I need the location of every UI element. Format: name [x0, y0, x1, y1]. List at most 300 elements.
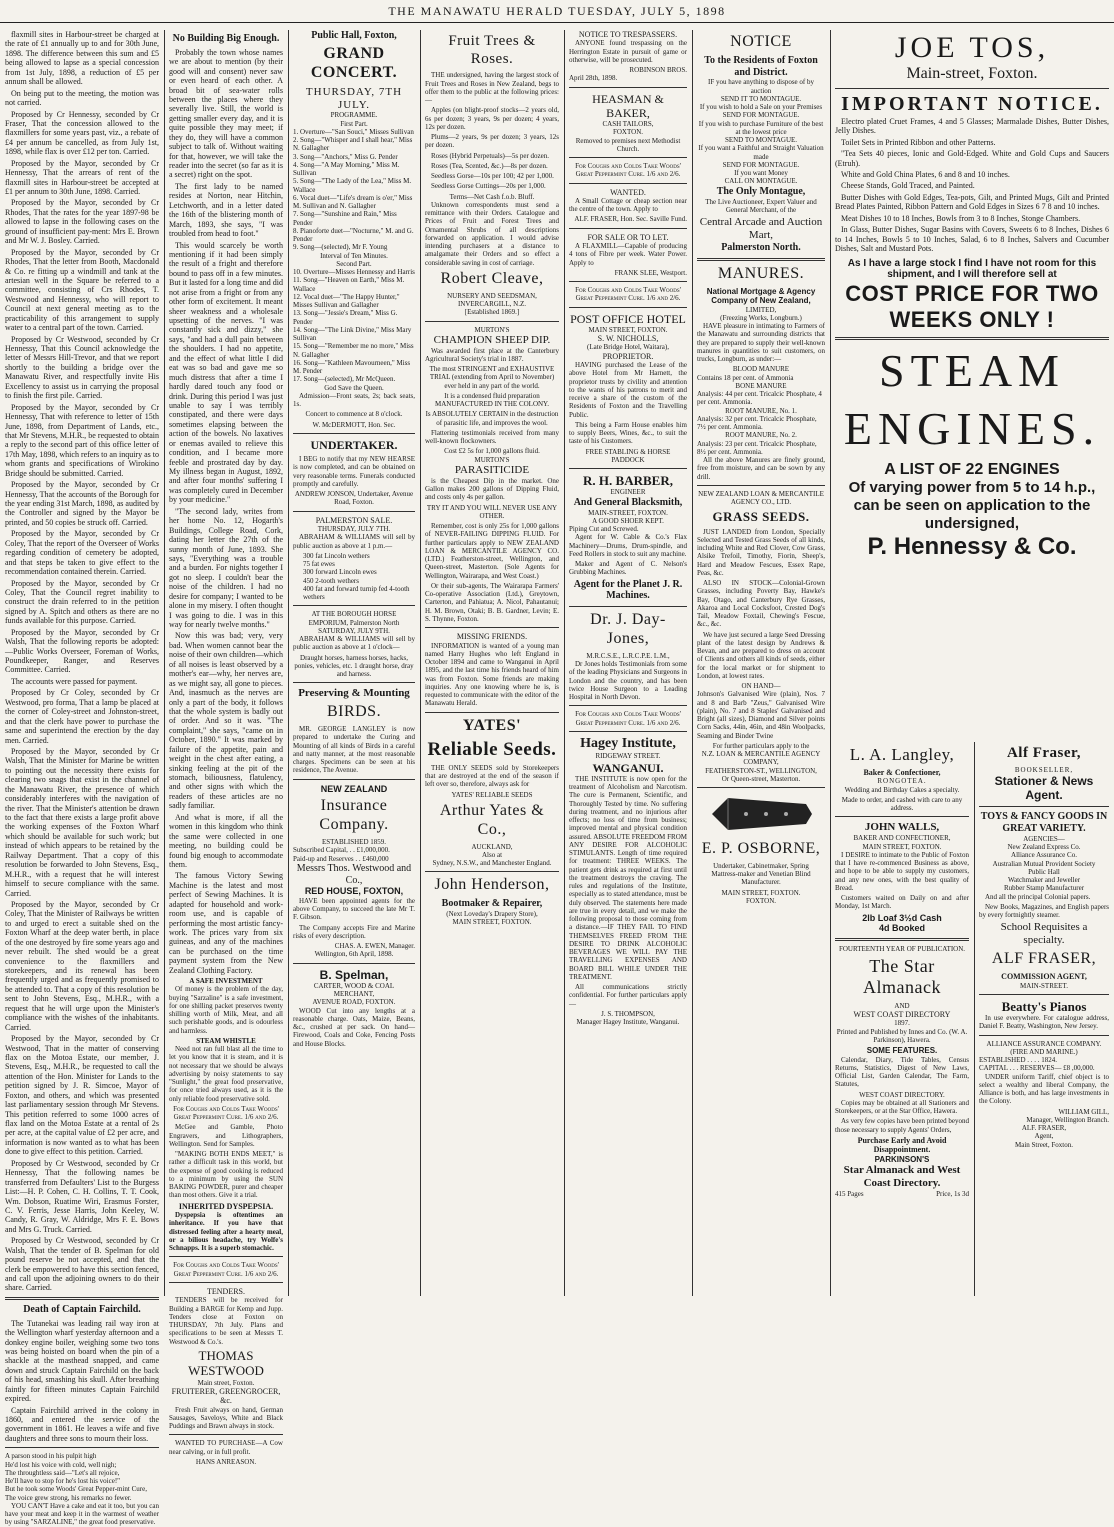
divider: [697, 258, 825, 261]
heasman-town: FOXTON.: [612, 128, 643, 137]
nz-loan-heading: NEW ZEALAND LOAN & MERCANTILE AGENCY CO., LTD.: [698, 489, 824, 506]
sheep-dip-trial: The most STRINGENT and EXHAUSTIVE TRIAL (extending from April to November) ever held in any part of the world.: [429, 365, 555, 390]
parson-verse: [5, 1452, 159, 1502]
divider: [169, 1434, 283, 1435]
osborne-address: MAIN STREET, FOXTON.: [721, 888, 801, 897]
grand-concert-title: GRAND CONCERT.: [310, 44, 398, 81]
shoer-line: A GOOD SHOER KEPT.: [592, 516, 664, 525]
ewen-signature: CHAS. A. EWEN, Manager.: [334, 942, 415, 951]
root-manure-2: ROOT MANURE, No. 2.: [725, 431, 797, 440]
copies-note: Copies may be obtained at all Stationers and Storekeepers, or at the Star Office, Hawera.: [835, 1098, 969, 1116]
price-item: Plums—2 years, 9s per dozen; 3 years, 12s per dozen.: [425, 133, 559, 150]
montague-item: If you wish to purchase Furniture of the best at the lowest price: [698, 119, 824, 136]
death-article: [5, 1319, 159, 1444]
capital-line-1: Subscribed Capital, . . £1,000,000.: [293, 846, 390, 855]
stock-item: 450 2-tooth wethers: [303, 576, 359, 585]
divider: [293, 682, 415, 683]
programme-item: 1. Overture—"San Souci," Misses Sullivan: [293, 127, 414, 136]
queen-street-address: Or Queen-street, Masterton.: [721, 774, 801, 783]
paragraph: The Tutanekai was leading rail way iron at the Wellington wharf yesterday afternoon and a donkey engine boiler, weighing some two tons was being hoisted on board when the pin of a shackle at the masthead snapped, and came down and struck Captain Fairchild on the back of his head, smashing his skull. After breathing faintly for fifteen minutes Captain Fairchild expired.: [5, 1318, 159, 1404]
interval-label: Interval of Ten Minutes.: [320, 251, 388, 260]
borough-emporium: AT THE BOROUGH HORSE EMPORIUM, Palmerston North: [308, 610, 400, 627]
column-montague: [694, 30, 828, 1296]
spelman-heading: B. Spelman,: [319, 967, 389, 982]
agent-risks: The Company accepts Fire and Marine risks of every description.: [293, 923, 415, 940]
also-at: Also at: [481, 850, 503, 859]
programme-item: 12. Vocal duet—"The Happy Hunter," Misses Sullivan and Gallagher: [293, 292, 400, 310]
stock-item: 400 fat and forward turnip fed 4-tooth wethers: [303, 584, 410, 602]
spelman-body: WOOD Cut into any lengths at a reasonable charge. Oats, Maize, Beans, &c., crushed at per sack. On hand—Firewood, Coals and Coke, Fencing Posts and House Blocks.: [293, 1006, 415, 1048]
concert-date: THURSDAY, 7TH JULY.: [305, 85, 403, 111]
fruiterer-title: FRUITERER, GREENGROCER, &c.: [171, 1386, 281, 1406]
fruit-trees-heading: Fruit Trees & Roses.: [448, 33, 536, 67]
divider: [293, 779, 415, 780]
agency-item: Australian Mutual Provident Society: [992, 859, 1096, 868]
agency-item: Alliance Assurance Co.: [1011, 851, 1077, 860]
paragraph: Proposed by Cr Coley, seconded by Cr Westwood, pro forma, That a lamp be placed at the corner of Coley-street and Johnston-street, and that the clerk have power to purchase the same and superintend the erection by the day men. Carried.: [5, 688, 159, 745]
tenders-heading: TENDERS.: [207, 1286, 245, 1296]
wedding-cakes: Wedding and Birthday Cakes a specialty.: [844, 785, 960, 794]
safe-body: Of money is the problem of the day, buying "Sarzaline" is a safe investment, for one shilling packet preserves twenty shilling worth of Milk, Meat, and all such perishable goods, and is odourless and harmless.: [169, 985, 283, 1035]
crockery-item: Toilet Sets in Printed Ribbon and other Patterns.: [841, 137, 996, 147]
gill-title: Manager, Wellington Branch.: [1026, 1115, 1109, 1124]
new-books: New Books, Magazines, and English papers by every fortnightly steamer.: [979, 902, 1109, 920]
piping-line: Piping Cut and Screwed.: [569, 525, 639, 534]
divider: [5, 1447, 159, 1448]
coffin-illustration: [706, 792, 816, 836]
montague-item: SEND TO MONTAGUE.: [724, 136, 798, 145]
column-rule: [564, 30, 565, 1296]
programme-item: 7. Song—"Sunshine and Rain," Miss Pender: [293, 210, 397, 227]
insurance-heading: Insurance Company.: [319, 797, 389, 834]
features-list: Calendar, Diary, Tide Tables, Census Returns, Statistics, Digest of New Laws, Official List, Garden Calendar, The Farm, Statutes,: [835, 1055, 969, 1089]
blood-analysis: Contains 18 per cent. of Ammonia: [697, 373, 794, 382]
notice-heading: NOTICE: [730, 33, 792, 50]
engines-list-title: A LIST OF 22 ENGINES: [884, 460, 1060, 478]
commission-agent: COMMISSION AGENT,: [1001, 972, 1087, 982]
manures-body: HAVE pleasure in intimating to Farmers of the Manawatu and surrounding districts that they are prepared to supply their well-known manures in quantities to suit customers, on trucks, Longburn, as under:—: [697, 322, 825, 363]
fruit-price-list: [425, 106, 559, 190]
alf-agent-label: Agent,: [1034, 1132, 1054, 1141]
capital-line-2: Paid-up and Reserves . . £460,000: [293, 854, 389, 863]
rongotea-line: RONGOTEA.: [877, 777, 927, 786]
fruiterer-body: Fresh Fruit always on hand, German Sausages, Saveloys, White and Black Puddings and Brawn always in stock.: [169, 1405, 283, 1431]
paragraph: Proposed by the Mayor, seconded by Cr Westwood, That in the matter of conserving flax on the Motoa Estate, our member, J. Stevens, Esq., M.H.R., be requested to call the attention of the Hon. Minister for Lands to the petition signed by J. R. Simcoe, Mayor of Foxton, and others, and which was presented last parliamentary session through Mr Stevens. This petition referred to some 1000 acres of flax land on the Motoa Estate at a rental of 2s per acre, at the capital value of £2 per acre, and information is now wanted as to what has been done to give effect to this petition. Carried.: [5, 1034, 159, 1157]
borough-list: Draught horses, harness horses, hacks, ponies, vehicles, etc. 1 draught horse, dray and harness.: [294, 653, 414, 679]
west-coast-directory: WEST COAST DIRECTORY: [853, 1009, 951, 1019]
hagey-name: Hagey Institute,: [580, 735, 676, 751]
paragraph: Proposed by the Mayor, seconded by Cr Hennessy, That the accounts of the Borough for the year ending 31st March, 1898, as audited by the Controller and signed by the Mayor be printed, and 50 copies be struck off. Carried.: [5, 480, 159, 527]
admission-line: Admission—Front seats, 2s; back seats, 1s.: [293, 391, 415, 409]
parasiticide-remember: Remember, cost is only 25s for 1,000 gallons of NEVER-FAILING DIPPING FLUID. For further particulars apply to NEW ZEALAND LOAN & MERCANTILE AGENCY CO. (LTD.) Featherston-street, Wellington, and Queen-street, Masterton. (Sole Agents for Wellington, Wairarapa, and West Coast.): [425, 522, 559, 580]
reliable-seeds-heading: Reliable Seeds.: [427, 738, 557, 760]
divider: [425, 871, 559, 872]
beatty-body: In use everywhere. For catalogue address, Daniel F. Beatty, Washington, New Jersey.: [979, 1014, 1109, 1031]
engines-varying: Of varying power from 5 to 14 h.p., can be seen on application to the undersigned,: [848, 479, 1096, 533]
on-hand-list: Johnson's Galvanised Wire (plain), Nos. 7 and 8 and Barb "Zeus," Galvanised Wire (plain), No. 7 and 8 Staples' Galvanised and Bright (all sizes), Diamond and Silver points Corn Sacks, 44in, 46in, and 48in Woolpacks, Seaming and Binder Twine: [697, 690, 825, 740]
national-mortgage: National Mortgage & Agency Company of New Zealand,: [706, 286, 816, 306]
hotel-address: MAIN STREET, FOXTON.: [588, 325, 668, 334]
programme-item: 11. Song—"Heaven on Earth," Miss M. Wallace: [293, 276, 405, 293]
paragraph: The first lady to be named resides at Norton, near Hitchin, Letchworth, and in a letter dated the 16th of the blistering month of March, 1893, she says, "I was troubled from head to foot.": [169, 181, 283, 239]
article-headline: No Building Big Enough.: [172, 33, 280, 44]
crockery-item: Electro plated Cruet Frames, 4 and 5 Glasses; Marmalade Dishes, Butter Dishes, Jelly Dishes.: [835, 116, 1109, 136]
langley-name: L. A. Langley,: [849, 745, 955, 764]
hotel-stabling: FREE STABLING & HORSE PADDOCK: [585, 447, 671, 464]
divider: [697, 485, 825, 486]
agencies-list: [979, 843, 1109, 893]
crockery-item: Butter Dishes with Gold Edges, Tea-pots, Gilt, and Printed Mugs, Gilt and Printed Bread Plates Painted, Ribbon Pattern and Gold Edges in Sizes 6 7 8 and 10 inches.: [835, 192, 1109, 212]
steam-heading: STEAM WHISTLE: [196, 1036, 256, 1045]
montague-item: If you want a Faithful and Straight Valuation made: [698, 144, 824, 161]
palmerston-north: Palmerston North.: [721, 241, 801, 253]
langley-trade: Baker & Confectioner,: [863, 768, 941, 778]
heasman-name: HEASMAN & BAKER,: [592, 91, 664, 120]
borough-body: ABRAHAM & WILLIAMS will sell by public auction as above at 1 o'clock—: [293, 635, 415, 652]
column-rule: [974, 742, 975, 1296]
programme-item: 8. Pianoforte duet—"Nocturne," M. and G. Pender: [293, 226, 414, 244]
sheep-dip-certain: Is ABSOLUTELY CERTAIN in the destruction of parasitic life, and improves the wool.: [425, 410, 559, 427]
divider: [425, 712, 559, 713]
undertaker-signature: ANDREW JONSON, Undertaker, Avenue Road, Foxton.: [294, 490, 414, 507]
alliance-heading: ALLIANCE ASSURANCE COMPANY.: [986, 1039, 1102, 1048]
montague-list: [697, 78, 825, 185]
almanack-year: 1897.: [894, 1019, 910, 1028]
paragraph: The accounts were passed for payment.: [11, 676, 138, 686]
fire-marine: (FIRE AND MARINE.): [1010, 1047, 1078, 1056]
undertaker-body: I BEG to notify that my NEW HEARSE is now completed, and can be obtained on very reasonable terms. Funerals conducted promptly and carefully.: [293, 455, 415, 488]
price-item: Seedless Gorse Cuttings—20s per 1,000.: [431, 182, 546, 191]
residents-heading: To the Residents of Foxton and District.: [704, 54, 818, 78]
large-stock-note: As I have a large stock I find I have not room for this shipment, and I will therefore sell at: [847, 257, 1097, 281]
alf-agent-address: Main Street, Foxton.: [1015, 1140, 1073, 1149]
gill-name: WILLIAM GILL,: [1058, 1107, 1109, 1116]
henderson-name: John Henderson,: [434, 876, 550, 894]
almanack-footer: [835, 1190, 969, 1198]
purchase-early: Purchase Early and Avoid Disappointment.: [857, 1135, 947, 1155]
divider: [979, 1035, 1109, 1036]
some-features: SOME FEATURES.: [866, 1046, 938, 1056]
crockery-item: White and Gold China Plates, 6 and 8 and 10 inches.: [841, 170, 1010, 180]
divider: [169, 1256, 283, 1257]
column-no-building: [166, 30, 286, 1466]
price-item: Roses (Hybrid Perpetuals)—5s per dozen.: [431, 151, 550, 160]
divider: [569, 157, 687, 158]
missing-body: INFORMATION is wanted of a young man named Harry Hughes who left England in October 1894 and came to Wanganui in April 1895, and the last time his friends heard of him was from Foxton. Some friends are making inquiries. Any one knowing where he is, is requested to communicate with the editor of the Manawatu Herald.: [425, 641, 559, 708]
programme-item: 6. Vocal duet—"Life's dream is o'er," Miss M. Sullivan and N. Gallagher: [293, 193, 413, 211]
column-bakers: [832, 742, 972, 1296]
column-notices: [566, 30, 690, 1296]
programme-part-two: [293, 268, 415, 384]
day-jones-body: Dr Jones holds Testimonials from some of the leading Physicians and Surgeons in London and the country, and has been twice House Surgeon to a Leading Hospital in North Devon.: [569, 660, 687, 702]
star-almanack-final: Star Almanack and West Coast Directory.: [843, 1164, 961, 1190]
stock-item: 300 fat Lincoln wethers: [303, 551, 370, 560]
agency-item: New Zealand Express Co.: [1007, 843, 1081, 852]
heasman-removed: Removed to premises next Methodist Church.: [575, 136, 681, 153]
programme-item: 3. Song—"Anchors," Miss G. Pender: [293, 152, 398, 161]
walls-trade: BAKER AND CONFECTIONER,: [853, 834, 951, 843]
divider: [169, 1282, 283, 1283]
sarzaline-notice: YOU CAN'T Have a cake and eat it too, but you can have your meat and keep it in the warmest of weather by using "SARZALINE," the great food preservative.: [5, 1501, 159, 1527]
divider: [979, 994, 1109, 995]
fourteenth-year: FOURTEENTH YEAR OF PUBLICATION.: [838, 944, 966, 953]
further-particulars: For further particulars apply to the: [712, 741, 810, 750]
trespass-heading: NOTICE TO TRESPASSERS.: [578, 30, 678, 39]
henderson-address: MAIN STREET, FOXTON.: [452, 918, 532, 927]
column-rule: [420, 30, 421, 1296]
crockery-item: "Tea Sets 40 pieces, Ionic and Gold-Edged. White and Gold Cups and Saucers (Etruh).: [835, 149, 1109, 168]
column-rule: [830, 30, 831, 1296]
paragraph: Proposed by Cr Hennessy, seconded by Cr Fraser, That the concession allowed to the flaxmillers for some years past, viz., a rebate of £4 per annum be cancelled, as from July 1st, 1898, while flax is over £12 per ton. Carried.: [5, 109, 159, 157]
stock-item: 300 forward Lincoln ewes: [303, 568, 377, 577]
wanted-cow-ad: WANTED TO PURCHASE—A Cow near calving, or in full profit.: [169, 1439, 283, 1456]
crockery-item: Cheese Stands, Gold Traced, and Painted.: [841, 181, 975, 191]
missing-heading: MISSING FRIENDS.: [456, 632, 528, 642]
programme-item: 15. Song—"Remember me no more," Miss N. Gallagher: [293, 342, 414, 359]
alliance-body: UNDER uniform Tariff, chief object is to select a wealthy and liberal Company, the Alliance is both, and has large investments in the Colony.: [979, 1072, 1109, 1106]
terms-line: Terms—Net Cash f.o.b. Bluff.: [449, 192, 535, 201]
stock-item: 75 fat ewes: [303, 560, 335, 569]
tenders-body: TENDERS will be received for Building a BARGE for Kemp and Jupp. Tenders close at Foxton on THURSDAY, 7th July. Plans and specifications to be seen at Messrs T. Westwood & Co.'s.: [169, 1296, 283, 1346]
alliance-established: ESTABLISHED . . . . 1824.: [979, 1056, 1057, 1065]
god-save-line: God Save the Queen.: [324, 383, 384, 392]
day-jones-qualifications: M.R.C.S.E., L.R.C.P.E. L.M.,: [586, 651, 670, 660]
manures-heading: MANURES.: [717, 264, 805, 282]
spelman-trade: CARTER, WOOD & COAL MERCHANT,: [313, 981, 395, 999]
root-manure-1: ROOT MANURE, No. 1.: [725, 406, 797, 415]
baking-ad: "MAKING BOTH ENDS MEET," is rather a difficult task in this world, but the expense of good cooking is reduced to a minimum by using the SUN BAKING POWDER, purer and cheaper than most others. Give it a trial.: [169, 1150, 283, 1200]
parasiticide-heading: PARASITICIDE: [454, 463, 530, 476]
death-headline: Death of Captain Fairchild.: [23, 1303, 141, 1315]
osborne-name: E. P. OSBORNE,: [701, 840, 821, 858]
divider: [293, 511, 415, 512]
montague-item: IF you have anything to dispose of by auction: [708, 78, 814, 95]
murton-label: MURTON'S: [474, 455, 510, 464]
alliance-capital: CAPITAL . . . RESERVES— £8 ,00,000.: [979, 1064, 1095, 1073]
sheep-dip-testimonials: Flattering testimonials received from many well-known flockowners.: [425, 428, 559, 446]
live-auctioneer: The Live Auctioneer, Expert Valuer and General Merchant, of the: [705, 197, 817, 214]
woods-ad: For Coughs and Colds Take Woods' Great Peppermint Cure. 1/6 and 2/6.: [173, 1104, 279, 1122]
agent-body: HAVE been appointed agents for the above Company, to succeed the late Mr T. F. Gibson.: [293, 896, 415, 922]
day-jones-name: Dr. J. Day-Jones,: [590, 611, 666, 647]
thompson-name: J. S. THOMPSON,: [601, 1009, 655, 1018]
cleave-name: Robert Cleave,: [440, 269, 544, 287]
few-copies-note: As very few copies have been printed beyond those necessary to supply Agents' Orders,: [835, 1117, 969, 1134]
crockery-item: Meat Dishes 10 to 18 Inches, Bowls from 3 to 8 Inches, Stonge Chambers.: [841, 213, 1081, 223]
divider: [835, 816, 969, 817]
barber-name: R. H. BARBER,: [583, 473, 673, 489]
freezing-works: (Freezing Works, Longburn.): [720, 313, 802, 322]
sydney-line: Sydney, N.S.W., and Manchester England.: [432, 859, 552, 868]
heasman-trade: CASH TAILORS,: [602, 120, 654, 128]
paragraph: flaxmill sites in Harbour-street be charged at the rate of £1 annually up to and for 30th June, 1898. The difference between this sum and £5 being allowed to lapse as a special concession from 1st July, 1898, a reduction of £5 per annum shall be allowed.: [5, 30, 159, 87]
steam-body: Need not ran full blast all the time to let you know that it is steam, and it is not necessary that we should be always advertising by noisy statements to say "Sunlight," the great food preservative, for once tried always used, as it is the only reliable food preservative sold.: [169, 1045, 283, 1103]
colonial-papers: And all the principal Colonial papers.: [985, 892, 1091, 901]
paragraph: The famous Victory Sewing Machine is the latest and most perfect of Sewing Machines. It is adapted for household and work-room use, and is capable of performing the most artistic fancy-work. The prices vary from six guineas, and any of the machines can be purchased on the time payment system from the New Zealand Clothing Factory.: [169, 871, 283, 975]
column-rule: [692, 30, 693, 1296]
verse-line: But he took some Woods' Great Pepper-mint Cure,: [5, 1485, 147, 1494]
langley-body: MR. GEORGE LANGLEY is now prepared to undertake the Curing and Mounting of all kinds of Birds in a careful and natty manner, at the most reasonable charges. Specimens can be seen at his residence, The Avenue.: [293, 725, 415, 775]
established-line: ESTABLISHED 1859.: [322, 838, 386, 847]
montague-item: CALL ON MONTAGUE.: [724, 177, 798, 186]
for-sale-heading: FOR SALE OR TO LET.: [587, 232, 669, 242]
made-to-order: Made to order, and cashed with care to any address.: [841, 795, 963, 813]
root-1-analysis: Analysis: 32 per cent. Tricalcic Phosphate, 7½ per cent. Ammonia.: [697, 414, 817, 431]
agency-item: Rubber Stamp Manufacturer: [1003, 884, 1085, 893]
nelson-agent: Maker and Agent of C. Nelson's Grubbing Machines.: [569, 560, 687, 577]
wanted-heading: WANTED.: [610, 187, 646, 197]
montague-item: SEND IT TO MONTAGUE.: [720, 94, 802, 103]
anreason-signature: HANS ANREASON.: [195, 1457, 257, 1466]
palmerston-sale-date: THURSDAY, JULY 7TH.: [317, 525, 391, 534]
paragraph: Proposed by the Mayor, seconded by Cr Coley, That the report of the Overseer of Works regarding condition of cemetery be adopted, and that steps be taken to give effect to the recommendation contained therein. Carried.: [5, 529, 159, 577]
westwood-address: Main street, Foxton.: [197, 1378, 255, 1387]
grass-seeds-stock: ALSO IN STOCK—Colonial-Grown Grasses, including Poverty Bay, Hawke's Bay, Otago, and Canterbury Rye Grasses, Akaroa and Local Cocksfoot, Crested Dog's Tail, Meadow Foxtail, Chewing's Fescue, &c., &c.: [697, 579, 825, 629]
paragraph: Proposed by the Mayor, seconded by Cr Rhodes, That the letter from Booth, Macdonald & Co. re fitting up a windmill and tank at the artesian well in the Square be referred to a committee, consisting of Crs Rhodes, T. Westwood and Hennessy, who will report to Council at next general meeting as to the practicability of this arrangement to supply water to a central part of the town. Carried.: [5, 247, 159, 333]
divider: [569, 281, 687, 282]
programme-item: 16. Song—"Kathleen Mavourneen," Miss M. Pender: [293, 358, 411, 376]
divider: [697, 787, 825, 788]
column-concert: [290, 30, 418, 1296]
price-item: Roses (Tea, Scented, &c.)—8s per dozen.: [431, 161, 548, 170]
montague-item: If you want Money: [734, 169, 788, 178]
joe-tos-address: Main-street, Foxton.: [906, 65, 1038, 83]
divider: [835, 88, 1109, 89]
divider: [569, 183, 687, 184]
woods-ad: For Coughs and Colds Take Woods' Great Peppermint Cure. 1/6 and 2/6.: [575, 162, 681, 179]
hagey-town: WANGANUI.: [592, 760, 664, 775]
divider: [293, 963, 415, 964]
palmerston-sale-heading: PALMERSTON SALE.: [315, 515, 393, 525]
barber-address: MAIN-STREET, FOXTON.: [588, 508, 668, 517]
safe-heading: A SAFE INVESTMENT: [189, 977, 263, 986]
henderson-location: (Next Loveday's Drapery Store),: [446, 910, 538, 919]
arthur-yates-name: Arthur Yates & Co.,: [439, 801, 545, 838]
divider: [835, 938, 969, 941]
column-joe-tos: [832, 30, 1112, 736]
woods-ad: For Coughs and Colds Take Woods' Great Peppermint Cure. 1/6 and 2/6.: [575, 710, 681, 727]
murton-label: MURTON'S: [474, 325, 510, 334]
programme-item: 9. Song—(selected), Mr F. Young: [293, 243, 388, 252]
borough-date: SATURDAY, JULY 9TH.: [318, 626, 390, 635]
auckland-line: AUCKLAND,: [471, 842, 513, 851]
verse-line: A parson stood in his pulpit high: [5, 1452, 97, 1461]
paragraph: Probably the town whose names we are about to mention (by their good will and consent) never saw or even heard of each other. A broad bit of sea-water rolls between the places where they severally live. Still, the world is getting smaller every day, and it is quite possible they may meet; if they do, they will have a common subject to talk of. Without waiting for that, however, we will take the reader into the secret (so far as it is a secret) right on the spot.: [169, 47, 283, 180]
woods-ad: For Coughs and Colds Take Woods' Great Peppermint Cure. 1/6 and 2/6.: [575, 286, 681, 303]
hagey-body: THE INSTITUTE is now open for the treatment of Alcoholism and Narcotism. The cure is Permanent, Scientific, and Thoroughly Tested by time. No suffering during treatment, and no injurious after effects; no loss of time from business; improved mental and physical condition assured. ABSOLUTE FREEDOM FROM ANY DESIRE FOR ALCOHOLIC STIMULANTS. Length of time required for treatment: THREE WEEKS. The patient gets drink as required at first until the treatment destroys the craving. The rules and regulations of the Institute, especially as to stated attendance, must be duly observed. The statements here made are true in every detail, and we make the following proposal to those coming from a distance.—IF THEY FAIL TO FIND THEMSELVES FREED FROM THE DESIRE TO DRINK ALCOHOLIC BEVERAGES WE WILL PAY THE TRAVELLING EXPENSES AND BOARD BILL WHILE UNDER THE TREATMENT.: [569, 774, 687, 981]
second-part-label: Second Part.: [336, 259, 372, 268]
beatty-heading: Beatty's Pianos: [1001, 998, 1087, 1014]
cleave-town: INVERCARGILL, N.Z.: [457, 300, 527, 308]
undertaker-heading: UNDERTAKER.: [310, 437, 398, 452]
parkinson-label: PARKINSON'S: [874, 1154, 930, 1164]
paragraph: On being put to the meeting, the motion was not carried.: [5, 88, 159, 108]
column-council-report: [2, 30, 162, 1527]
agencies-label: AGENCIES—: [1023, 834, 1065, 843]
paragraph: This would scarcely be worth mentioning if it had been simply the result of a fright and therefore bound to pass off in a few minutes. But it lasted for a long time and did not arise from a fright or from any other form of excitement. It meant sheer weakness and a wholesale upsetting of the nerves. "I was constantly sick and dizzy," she says, "and had a dull pain between the shoulders. I had no appetite, and the effect of what little I did eat was so bad and gave me so much distress that after a time I hardly dared touch any food or drink. During this period I was just unable to say I was terribly constipated, and there were days sometimes elapsing between the action of the bowels. No laxatives or enemas availed to relieve this condition, and I became more feeble and prostrated day by day. My illness began in August, 1892, and after four months' suffering I was completely cured in December by your medicine.": [169, 240, 283, 505]
sheep-dip-award: Was awarded first place at the Canterbury Agricultural Society's trial in 1887.: [425, 346, 559, 363]
divider: [569, 606, 687, 607]
star-almanack-heading: The Star Almanack: [863, 956, 941, 998]
cleave-trade: NURSERY AND SEEDSMAN,: [447, 291, 537, 300]
loaf-price-booked: 4d Booked: [878, 923, 925, 934]
paragraph: "The second lady, writes from her home No. 12, Hogarth's Buildings, College Road, Cork, dating her letter the 27th of the sunny month of June, 1893. She says, "Everything was a trouble and a burden. For nights together I got no sleep. I couldn't bear the noise of the children. I had no desire for company; I wanted to be alone in my misery. I often thought I was going to die. I was in this way for nearly twelve months.": [169, 506, 283, 630]
paragraph: Proposed by the Mayor, seconded by Cr Hennessy, That with reference to letter of 15th June, 1898, from Department of Lands, etc., that Mr Stevens, M.H.R., be requested to obtain a reply to the second part of this office letter of 17th May, 1898, which refers to an inquiry as to whom grants and specifications of Wirokino Bridge should be submitted. Carried.: [5, 402, 159, 478]
commence-line: Concert to commence at 8 o'clock.: [305, 410, 403, 419]
woods-ad: For Coughs and Colds Take Woods' Great Peppermint Cure. 1/6 and 2/6.: [173, 1261, 279, 1278]
fruit-trees-intro: THE undersigned, having the largest stock of Fruit Trees and Roses in New Zealand, begs to offer them to the public at the following prices:—: [425, 71, 559, 105]
osborne-trades: Undertaker, Cabinetmaker, Spring: [713, 861, 809, 870]
nicholls-name: S. W. NICHOLLS,: [597, 334, 659, 344]
toys-heading: TOYS & FANCY GOODS IN GREAT VARIETY.: [980, 811, 1108, 835]
paragraph: Now this was bad; very, very bad. When women cannot bear the noise of their own children—which of all noises is least observed by a mother's ear—why, her nerves are, as we might say, all gone to pieces. And, inasmuch as the nerves are only a part of the body, it follows that the whole system is badly out of order. And so it was. "The complaint," she says, "came on in October, 1890." It was marked by failure of the appetite, pain and weight in the chest after eating, a sinking feeling at the pit of the stomach, biliousness, flatulency, and other signs with which the readers of these articles are no sadly familiar.: [169, 631, 283, 811]
joe-tos-name: JOE TOS,: [894, 31, 1050, 64]
hennessy-name: P. Hennessy & Co.: [867, 533, 1077, 561]
planet-agent: Agent for the Planet J. R. Machines.: [573, 578, 683, 602]
nicholls-late: (Late Bridge Hotel, Waitara),: [587, 343, 669, 352]
council-minutes: [5, 30, 159, 1293]
paragraph: Proposed by the Mayor, seconded by Cr Rhodes, That the rates for the year 1897-98 be allowed to lapse in the following cases on the ground of insufficient pay-ment: Mrs E. Brown and Mr W. J. Bosley. Carried.: [5, 198, 159, 246]
thompson-title: Manager Hagey Institute, Wanganui.: [576, 1018, 680, 1027]
alf-main-street: MAIN-STREET.: [1020, 981, 1068, 990]
alf-fraser-name: Alf Fraser,: [1006, 745, 1082, 761]
divider: [569, 468, 687, 469]
divider: [979, 806, 1109, 807]
first-part-label: First Part.: [340, 119, 368, 128]
westwood-name: THOMAS WESTWOOD: [188, 1347, 264, 1379]
programme-item: 13. Song—"Jessie's Dream," Miss G. Pender: [293, 309, 398, 326]
post-office-hotel: POST OFFICE HOTEL: [570, 311, 686, 326]
wanted-body: A Small Cottage or cheap section near the centre of the town. Apply to: [569, 196, 687, 214]
trespass-body: ANYONE found trespassing on the Herrington Estate in pursuit of game or otherwise, will be prosecuted.: [569, 39, 687, 64]
wellington-date: Wellington, 6th April, 1898.: [314, 950, 394, 959]
article-body: [169, 48, 283, 975]
central-arcade: Central Arcade and Auction Mart,: [699, 216, 823, 241]
masthead: THE MANAWATU HERALD TUESDAY, JULY 5, 1898: [0, 0, 1114, 23]
divider: [5, 1297, 159, 1300]
programme-label: PROGRAMME.: [330, 111, 378, 120]
birds-heading: BIRDS.: [326, 703, 382, 721]
osborne-mattress: Mattress-maker and Venetian Blind Manufacturer.: [711, 870, 811, 887]
preserving-heading: Preserving & Mounting: [298, 687, 410, 700]
programme-item: 5. Song—"The Lady of the Lea," Miss M. Wallace: [293, 177, 412, 194]
paragraph: Proposed by the Mayor, seconded by Cr Hennessy, That the arrears of rent of the flaxmill sites in Harbour-street be accepted at £1 per annum to 30th June, 1898. Carried.: [5, 158, 159, 196]
bone-manure: BONE MANURE: [735, 381, 787, 390]
montague-item: SEND FOR MONTAGUE.: [722, 160, 800, 169]
divider: [569, 228, 687, 229]
paragraph: Proposed by Cr Westwood, seconded by Cr Walsh, That the tender of B. Spelman for old pound reserve be not accepted, and that the clerk be empowered to have this section fenced, and call upon the adjoining owners to do their share. Carried.: [5, 1236, 159, 1293]
seed-dressing: We have just secured a large Seed Dressing plant of the latest design by Andrews & Bevan, and are prepared to dress on account of Clients and others all kinds of seeds, either for the local market or for shipment to London, at lowest rates.: [697, 630, 825, 680]
hagey-street: RIDGEWAY STREET.: [595, 752, 661, 761]
cable-agent: Agent for W. Cable & Co.'s Flax Machinery—Drums, Drum-spindle, and Feed Rollers in stock to suit any machine.: [569, 533, 687, 558]
west-coast-dir-label: WEST COAST DIRECTORY.: [859, 1090, 945, 1099]
verse-line: He'll have to stop for he's lost his voice!": [5, 1477, 121, 1486]
only-montague: The Only Montague,: [716, 185, 806, 197]
alf-agent-name: ALF. FRASER,: [1021, 1124, 1067, 1133]
yates-ask: YATES' RELIABLE SEEDS: [451, 790, 533, 799]
almanack-price: Price, 1s 3d: [936, 1190, 969, 1199]
osborne-town: FOXTON.: [745, 896, 776, 905]
verse-line: He'd lost his voice with cold, well nigh;: [5, 1460, 117, 1469]
blood-manure: BLOOD MANURE: [732, 365, 790, 374]
trespass-date: April 28th, 1898.: [569, 74, 618, 83]
hagey-communications: All communications strictly confidential. For further particulars apply—: [569, 983, 687, 1008]
sub-agents: Or their sub-agents, The Wairarapa Farmers' Co-operative Association (Ltd.), Greytown, Carterton, and Pahiatua; A. Nicol, Pahautanui; H. M. Brown, Otaki; B. B. Gardner, Levin; E. S. Thynne, Foxton.: [425, 581, 559, 623]
paragraph: Proposed by Cr Westwood, seconded by Cr Hennessy, That the following names be transferred from Defaulters' List to the Burgess List:—H. P. Cohen, C. H. Collins, T. T. Cook, Wm. Dobson, Ruatime Wiri, Erasmus Forster, C. V. Ferris, Jesse Harris, John Keeley, W. Candy, R. Gray, W. Aldridge, Mrs F. E. Bows and Mrs G. Truck. Carried.: [5, 1158, 159, 1234]
steam-heading: STEAM: [879, 345, 1065, 397]
mcgee-ad: McGee and Gamble, Photo Engravers, and Lithographers, Wellington. Send for Samples.: [169, 1123, 283, 1148]
agency-item: Public Hall: [1028, 867, 1060, 876]
